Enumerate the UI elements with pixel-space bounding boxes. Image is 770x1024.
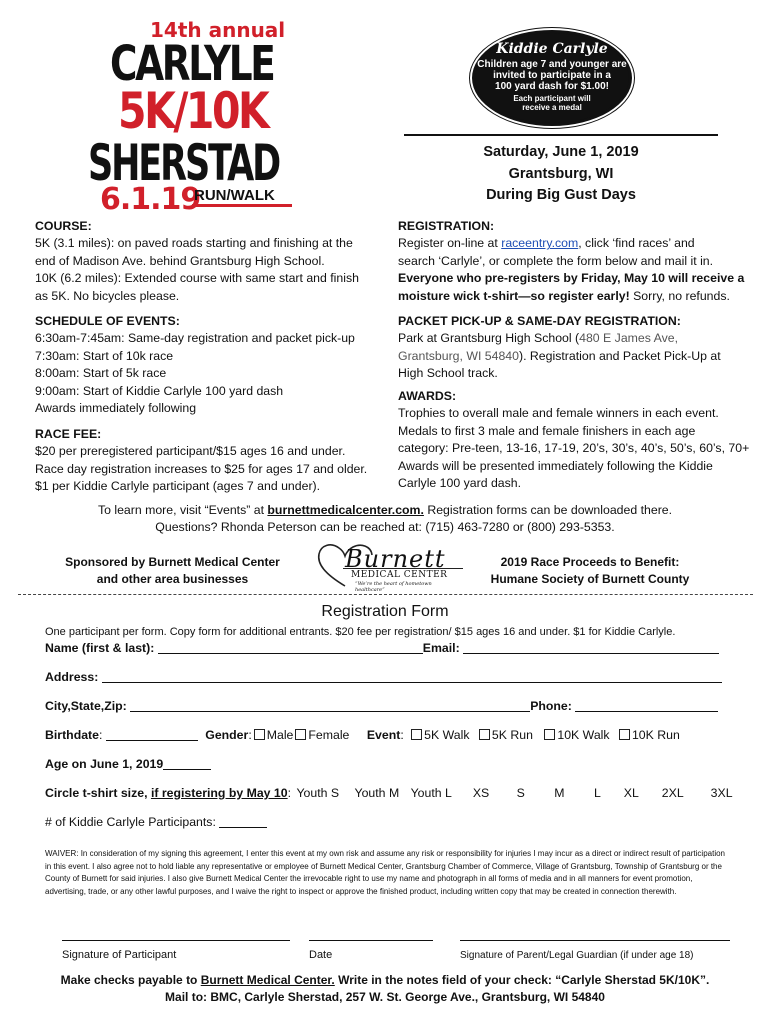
kiddie-label: # of Kiddie Carlyle Participants: bbox=[45, 815, 220, 829]
course-line: as 5K. No bicycles please. bbox=[35, 288, 180, 303]
race-fee-section bbox=[35, 426, 385, 496]
kiddie-row bbox=[45, 814, 267, 831]
name-field[interactable] bbox=[158, 641, 423, 654]
schedule-item: 9:00am: Start of Kiddie Carlyle 100 yard dash bbox=[35, 383, 284, 398]
raceentry-link[interactable]: raceentry.com bbox=[501, 236, 579, 251]
event-label: Event bbox=[366, 728, 401, 742]
schedule-heading: SCHEDULE OF EVENTS: bbox=[35, 314, 180, 328]
logo-date: 6.1.19 bbox=[100, 182, 201, 217]
burnett-sub: MEDICAL CENTER bbox=[351, 570, 448, 580]
female-label: Female bbox=[308, 728, 350, 742]
schedule-item: 7:30am: Start of 10k race bbox=[35, 348, 174, 363]
age-label: Age on June 1, 2019 bbox=[45, 757, 164, 771]
logo-carlyle: CARLYLE bbox=[110, 36, 274, 92]
badge-line3: 100 yard dash for $1.00! bbox=[495, 81, 609, 92]
badge-line5: receive a medal bbox=[522, 103, 582, 112]
schedule-item: 8:00am: Start of 5k race bbox=[35, 366, 167, 381]
kiddie-carlyle-badge bbox=[472, 30, 632, 126]
logo-sherstad: SHERSTAD bbox=[88, 134, 280, 192]
awards-line: Carlyle 100 yard dash. bbox=[398, 476, 522, 491]
badge-title: Kiddie Carlyle bbox=[496, 41, 608, 57]
size-option[interactable]: S bbox=[516, 786, 525, 800]
benefit-text bbox=[478, 554, 702, 589]
race-fee-line: $20 per preregistered participant/$15 ages 16 and under. bbox=[35, 444, 346, 459]
schedule-item: Awards immediately following bbox=[35, 401, 197, 416]
city-label: City,State,Zip bbox=[45, 699, 123, 713]
kiddie-field[interactable] bbox=[219, 815, 267, 828]
size-option[interactable]: Youth L bbox=[410, 786, 452, 800]
size-option[interactable]: M bbox=[554, 786, 565, 800]
learn-more bbox=[0, 502, 770, 537]
cut-line bbox=[18, 594, 753, 595]
age-field[interactable] bbox=[163, 757, 211, 770]
address-label: Address bbox=[45, 670, 95, 684]
size-option[interactable]: 3XL bbox=[710, 786, 733, 800]
badge-line2: invited to participate in a bbox=[493, 70, 611, 81]
tshirt-condition: if registering by May 10 bbox=[150, 786, 288, 800]
event-10k-walk-checkbox[interactable] bbox=[544, 729, 555, 740]
packet-line: High School track. bbox=[398, 366, 498, 381]
event-5k-walk-checkbox[interactable] bbox=[411, 729, 422, 740]
participant-signature-line[interactable] bbox=[62, 940, 290, 941]
registration-line: Register on-line at raceentry.com, click ‘find races’ and bbox=[398, 236, 695, 251]
sponsor-text bbox=[55, 554, 290, 589]
race-fee-line: $1 per Kiddie Carlyle participant (ages 7 and under). bbox=[35, 479, 321, 494]
birth-gender-event-row: Birthdate: Gender: Male Female Event: 5K Walk 5K Run 10K Walk 10K Run bbox=[45, 728, 680, 742]
tshirt-row: Circle t-shirt size, if registering by May 10: Youth S Youth M Youth L XS S M L XL 2XL 3XL bbox=[45, 786, 733, 800]
course-section bbox=[35, 218, 385, 305]
guardian-signature-line[interactable] bbox=[460, 940, 730, 941]
event-place: Grantsburg, WI bbox=[508, 165, 614, 182]
event-10k-run-checkbox[interactable] bbox=[619, 729, 630, 740]
city-field[interactable] bbox=[130, 699, 530, 712]
email-label: Email bbox=[422, 641, 456, 655]
guardian-signature-label: Signature of Parent/Legal Guardian (if under age 18) bbox=[460, 950, 694, 961]
date-signature-line[interactable] bbox=[309, 940, 433, 941]
awards-line: Awards will be presented immediately following the Kiddie bbox=[398, 458, 713, 473]
email-field[interactable] bbox=[463, 641, 719, 654]
event-10k-run-label: 10K Run bbox=[631, 728, 680, 742]
course-heading: COURSE: bbox=[35, 219, 92, 233]
sponsor-line: Sponsored by Burnett Medical Center bbox=[65, 555, 280, 569]
burnett-logo bbox=[315, 540, 460, 592]
logo-annual: 14th annual bbox=[150, 18, 286, 42]
date-signature-label: Date bbox=[309, 949, 333, 961]
awards-heading: AWARDS: bbox=[398, 389, 457, 403]
packet-line: Grantsburg, WI 54840). Registration and Packet Pick-Up at bbox=[398, 348, 721, 363]
registration-section bbox=[398, 218, 754, 305]
size-option[interactable]: 2XL bbox=[661, 786, 684, 800]
badge-line1: Children age 7 and younger are bbox=[477, 59, 627, 70]
city-phone-row: City,State,Zip: Phone: bbox=[45, 698, 718, 715]
name-email-row: Name (first & last): Email: bbox=[45, 640, 719, 657]
learn-more-contact: Questions? Rhonda Peterson can be reached at: (715) 463-7280 or (800) 293-5353. bbox=[155, 520, 615, 535]
size-option[interactable]: Youth S bbox=[296, 786, 340, 800]
badge-line4: Each participant will bbox=[513, 94, 591, 103]
packet-heading: PACKET PICK-UP & SAME-DAY REGISTRATION: bbox=[398, 314, 681, 328]
event-5k-walk-label: 5K Walk bbox=[424, 728, 470, 742]
schedule-section bbox=[35, 313, 385, 417]
event-info bbox=[404, 142, 718, 207]
packet-line: Park at Grantsburg High School (480 E James Ave, bbox=[398, 331, 679, 346]
burnett-tagline: “We’re the heart of hometown healthcare” bbox=[355, 581, 432, 593]
birthdate-label: Birthdate bbox=[45, 728, 99, 742]
header-divider bbox=[404, 134, 718, 136]
form-title: Registration Form bbox=[321, 603, 449, 620]
sponsor-line: and other area businesses bbox=[96, 572, 249, 587]
phone-field[interactable] bbox=[575, 699, 718, 712]
male-label: Male bbox=[266, 728, 294, 742]
female-checkbox[interactable] bbox=[295, 729, 306, 740]
size-option[interactable]: XL bbox=[623, 786, 639, 800]
age-row bbox=[45, 756, 211, 773]
birthdate-field[interactable] bbox=[106, 728, 198, 741]
course-line: end of Madison Ave. behind Grantsburg High School. bbox=[35, 253, 325, 268]
male-checkbox[interactable] bbox=[254, 729, 265, 740]
race-fee-heading: RACE FEE: bbox=[35, 427, 102, 441]
size-option[interactable]: L bbox=[593, 786, 601, 800]
tshirt-label: Circle t-shirt size, bbox=[45, 786, 151, 800]
mail-line: Mail to: BMC, Carlyle Sherstad, 257 W. St. George Ave., Grantsburg, WI 54840 bbox=[165, 990, 605, 1005]
registration-heading: REGISTRATION: bbox=[398, 219, 495, 233]
burnett-site-link[interactable]: burnettmedicalcenter.com. bbox=[267, 503, 424, 517]
awards-line: category: Pre-teen, 13-16, 17-19, 20’s, 30’s, 40’s, 50’s, 60’s, 70+ bbox=[398, 441, 750, 456]
checks-line: Make checks payable to Burnett Medical Center. Write in the notes field of your check: “Carlyle Sherstad 5K/10K”. bbox=[60, 973, 710, 987]
checks-info bbox=[0, 972, 770, 1007]
course-line: 10K (6.2 miles): Extended course with same start and finish bbox=[35, 271, 359, 286]
size-option[interactable]: XS bbox=[472, 786, 490, 800]
address-field[interactable] bbox=[102, 670, 722, 683]
course-line: 5K (3.1 miles): on paved roads starting and finishing at the bbox=[35, 236, 353, 251]
event-during: During Big Gust Days bbox=[486, 187, 636, 203]
awards-line: Trophies to overall male and female winners in each event. bbox=[398, 406, 719, 421]
gender-label: Gender bbox=[205, 728, 249, 742]
registration-line: search ‘Carlyle’, or complete the form below and mail it in. bbox=[398, 253, 714, 268]
registration-line: moisture wick t-shirt—so register early! Sorry, no refunds. bbox=[398, 288, 730, 303]
benefit-line: 2019 Race Proceeds to Benefit: bbox=[500, 555, 680, 569]
size-option[interactable]: Youth M bbox=[354, 786, 400, 800]
event-5k-run-label: 5K Run bbox=[491, 728, 533, 742]
burnett-name: Burnett bbox=[345, 545, 446, 573]
registration-bold: Everyone who pre-registers by Friday, May 10 will receive a bbox=[398, 271, 745, 286]
packet-section bbox=[398, 313, 754, 383]
event-date: Saturday, June 1, 2019 bbox=[483, 144, 639, 160]
address-row: Address: bbox=[45, 669, 722, 686]
logo-5k10k: 5K/10K bbox=[118, 82, 268, 140]
event-5k-run-checkbox[interactable] bbox=[479, 729, 490, 740]
event-10k-walk-label: 10K Walk bbox=[557, 728, 610, 742]
schedule-item: 6:30am-7:45am: Same-day registration and packet pick-up bbox=[35, 331, 355, 346]
name-label: Name (first & last) bbox=[45, 641, 151, 655]
awards-section bbox=[398, 388, 754, 492]
learn-more-line: To learn more, visit “Events” at burnettmedicalcenter.com. Registration forms can be downloaded there. bbox=[97, 503, 673, 517]
logo-runwalk: RUN/WALK bbox=[192, 188, 292, 207]
race-fee-line: Race day registration increases to $25 for ages 17 and older. bbox=[35, 461, 368, 476]
benefit-line: Humane Society of Burnett County bbox=[490, 572, 690, 587]
phone-label: Phone bbox=[530, 699, 568, 713]
waiver-text: WAIVER: In consideration of my signing this agreement, I enter this event at my own risk and assume any risk or responsibility for injuries I may incur as a direct or indirect result of participation in this event. I also agree not to hold liable any representative or employee of Burnett Medical Center, Grantsburg Chamber of Commerce, Village of Grantsburg, Township of Grantsburg or the County of Burnett for said injuries. I also give Burnett Medical Center the irrevocable right to use my name and photograph in all forms of media and in all manners for event promotion, advertising, trade, or any other lawful purposes, and I waive the right to inspect or approve the finished product, including written copy that may be created in connection therewith. bbox=[45, 849, 725, 896]
participant-signature-label: Signature of Participant bbox=[62, 949, 177, 961]
awards-line: Medals to first 3 male and female finishers in each age bbox=[398, 423, 696, 438]
form-intro: One participant per form. Copy form for additional entrants. $20 fee per registration/ $15 ages 16 and under. $1 for Kiddie Carlyle. bbox=[45, 626, 676, 638]
